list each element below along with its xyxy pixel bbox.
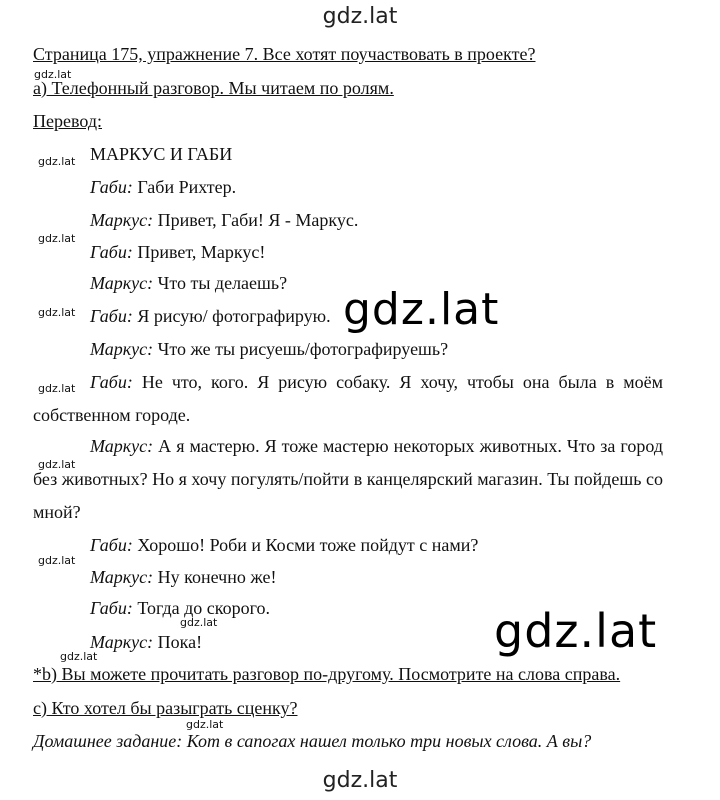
speaker-name: Габи: [90,306,133,326]
line-text: Хорошо! Роби и Косми тоже пойдут с нами? [132,535,479,555]
line-text: А я мастерю. Я тоже мастерю некоторых животных. Что за город без животных? Но я хочу погулять/пойти в канцелярский магазин. Ты пойдешь со мной? [33,436,663,522]
watermark-top: gdz.lat [322,4,398,29]
watermark-small: gdz.lat [186,718,224,731]
speaker-name: Габи: [90,242,133,262]
dialogue-line [90,177,236,198]
dialogue-line [90,306,331,327]
line-text: Ну конечно же! [153,567,277,587]
speaker-name: Маркус: [90,436,154,456]
line-text: Привет, Маркус! [132,242,266,262]
line-text: Габи Рихтер. [132,177,237,197]
line-text: Привет, Габи! Я - Маркус. [153,210,359,230]
page-title: Страница 175, упражнение 7. Все хотят поучаствовать в проекте? [33,44,536,64]
task-a: a) Телефонный разговор. Мы читаем по ролям. [33,78,394,98]
speaker-name: Габи: [90,598,133,618]
speaker-name: Маркус: [90,273,154,293]
line-text: Что ты делаешь? [153,273,288,293]
dialogue-line [90,273,287,294]
watermark-small: gdz.lat [60,650,98,663]
speaker-name: Маркус: [90,210,154,230]
speaker-name: Маркус: [90,567,154,587]
speaker-name: Габи: [90,535,133,555]
line-text: Что же ты рисуешь/фотографируешь? [153,339,449,359]
dialogue-line [90,567,277,588]
watermark-small: gdz.lat [180,616,218,629]
speaker-name: Маркус: [90,339,154,359]
watermark-large: gdz.lat [343,284,500,335]
speaker-name: Габи: [90,177,133,197]
dialogue-line [90,339,448,360]
dialogue-line [90,598,270,619]
homework: Домашнее задание: Кот в сапогах нашел только три новых слова. А вы? [33,731,592,751]
watermark-large: gdz.lat [494,604,658,658]
line-text: Я рисую/ фотографирую. [132,306,331,326]
dialogue-line [90,632,202,653]
speaker-name: Маркус: [90,632,154,652]
watermark-bottom: gdz.lat [322,768,398,793]
dialogue-line [90,210,358,231]
dialogue-line [90,535,478,556]
watermark-small: gdz.lat [38,382,76,395]
dialogue-line [90,242,265,263]
dialogue-title: МАРКУС И ГАБИ [90,144,233,164]
dialogue-line [33,430,663,529]
speaker-name: Габи: [90,372,133,392]
watermark-small: gdz.lat [38,232,76,245]
line-text: Пока! [153,632,203,652]
dialogue-line [33,366,663,432]
watermark-small: gdz.lat [38,458,76,471]
watermark-small: gdz.lat [38,155,76,168]
line-text: Не что, кого. Я рисую собаку. Я хочу, чтобы она была в моём собственном городе. [33,372,663,425]
watermark-small: gdz.lat [34,68,72,81]
translation-label: Перевод: [33,111,102,131]
task-b: *b) Вы можете прочитать разговор по-другому. Посмотрите на слова справа. [33,664,621,684]
watermark-small: gdz.lat [38,306,76,319]
watermark-small: gdz.lat [38,554,76,567]
task-c: c) Кто хотел бы разыграть сценку? [33,698,298,718]
line-text: Тогда до скорого. [132,598,271,618]
